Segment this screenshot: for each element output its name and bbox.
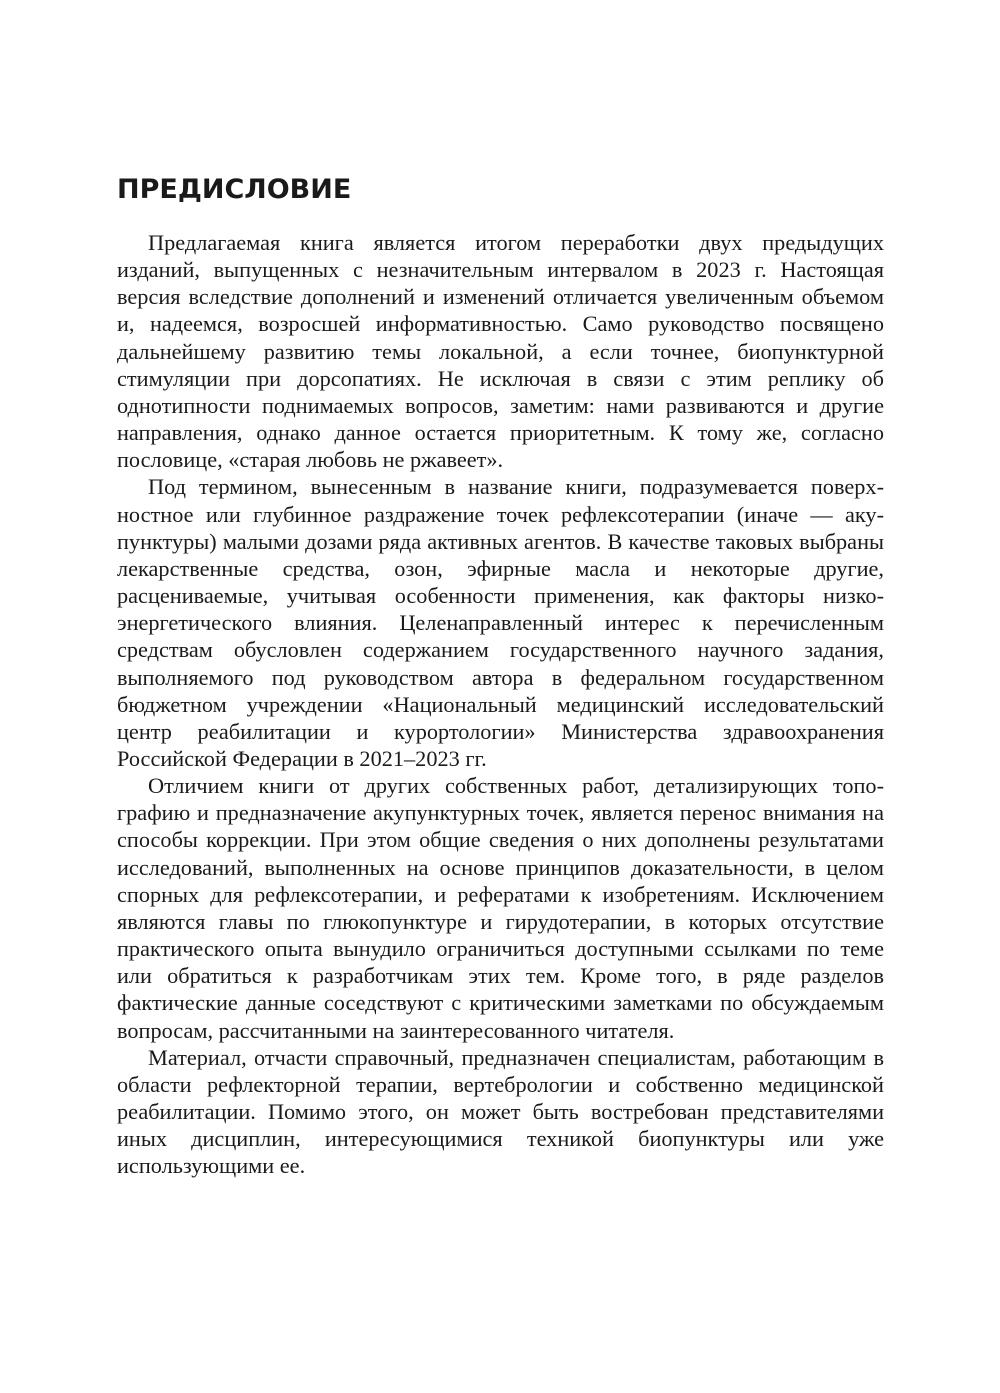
paragraph-1: Предлагаемая книга является итогом переработки двух предыдущих изданий, выпущенных с незначительным интервалом в 2023 г. Настоящая версия вследствие дополнений и изменений отличается увеличенным объемом и, надеемся, возросшей информативностью. Само руководство посвящено дальнейшему развитию темы локальной, а если точнее, биопунктурной стимуляции при дорсопатиях. Не исключая в связи с этим реплику об однотипности поднимаемых вопросов, заметим: нами развиваются и другие направления, однако данное остается приоритетным. К тому же, согласно пословице, «старая любовь не ржавеет». — [117, 230, 884, 473]
paragraph-2: Под термином, вынесенным в название книги, подразумевается поверхностное или глубинное раздражение точек рефлексотерапии (иначе — акупунктуры) малыми дозами ряда активных агентов. В качестве таковых выбраны лекарственные средства, озон, эфирные масла и некоторые другие, расцениваемые, учитывая особенности применения, как факторы низкоэнергетического влияния. Целенаправленный интерес к перечисленным средствам обусловлен содержанием государственного научного задания, выполняемого под руководством автора в федеральном государственном бюджетном учреждении «Национальный медицинский исследовательский центр реабилитации и курортологии» Министерства здравоохранения Российской Федерации в 2021–2023 гг. — [117, 474, 884, 771]
paragraph-4: Материал, отчасти справочный, предназначен специалистам, работающим в области рефлекторной терапии, вертебрологии и собственно медицинской реабилитации. Помимо этого, он может быть востребован представителями иных дисциплин, интересующимися техникой биопунктуры или уже использующими ее. — [117, 1044, 884, 1179]
paragraph-3: Отличием книги от других собственных работ, детализирующих топографию и предназначение акупунктурных точек, является перенос внимания на способы коррекции. При этом общие сведения о них дополнены результатами исследований, выполненных на основе принципов доказательности, в целом спорных для рефлексотерапии, и рефератами к изобретениям. Исключением являются главы по глюкопунктуре и гирудотерапии, в которых отсутствие практического опыта вынудило ограничиться доступными ссылками по теме или обратиться к разработчикам этих тем. Кроме того, в ряде разделов фактические данные соседствуют с критическими заметками по обсуждаемым вопросам, рассчитанными на заинтересованного читателя. — [117, 773, 884, 1043]
page-content — [117, 170, 884, 1179]
page-title: ПРЕДИСЛОВИЕ — [117, 174, 352, 205]
